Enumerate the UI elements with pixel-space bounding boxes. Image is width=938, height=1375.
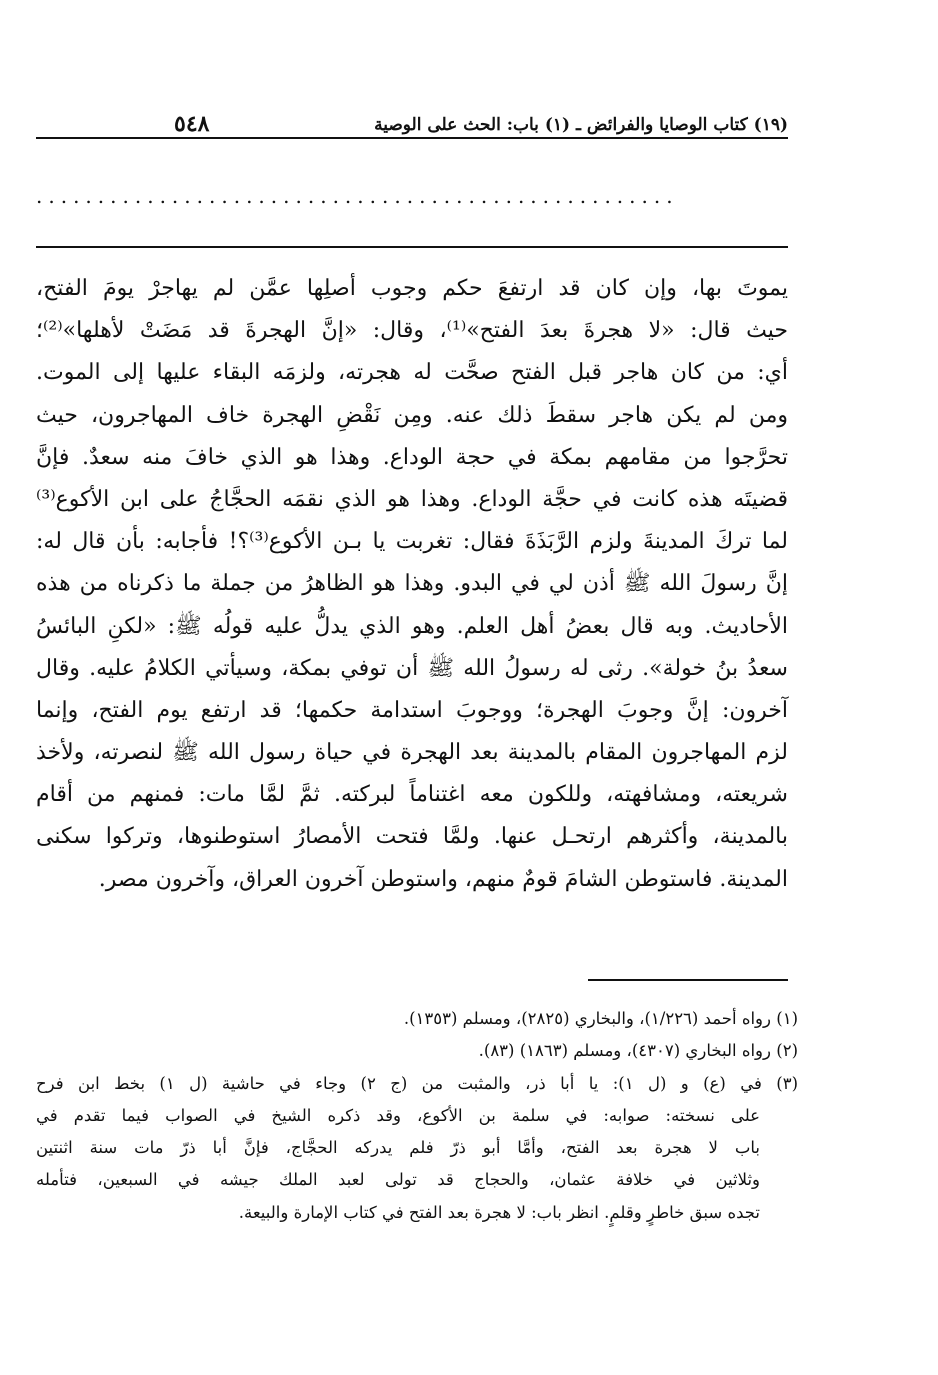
text-line: المدينة. فاستوطن الشامَ قومٌ منهم، واستوطن آخرون العراق، وآخرون مصر. bbox=[98, 866, 788, 892]
text-line: سعدُ بنُ خولة». رثى له رسولُ الله ﷺ أن توفي بمكة، وسيأتي الكلامُ عليه. وقال bbox=[36, 655, 788, 681]
footnote-3-continued: تجده سبق خاطرٍ وقلمٍ. انظر باب: لا هجرة بعد الفتح في كتاب الإمارة والبيعة. bbox=[238, 1202, 760, 1222]
text-line: آخرون: إنَّ وجوبَ الهجرة؛ ووجوبَ استدامة حكمها؛ قد ارتفع يوم الفتح، وإنما bbox=[36, 697, 788, 723]
text-line: إنَّ رسولَ الله ﷺ أذن لي في البدو. وهذا هو الظاهرُ من جملة ما ذكرناه من هذه bbox=[36, 571, 788, 597]
footnote-3: (٣) في (ع) و (ل ١): يا أبا ذر، والمثبت من (ج ٢) وجاء في حاشية (ل ١) بخط ابن فرح bbox=[36, 1073, 798, 1093]
omission-dots: .................................................... bbox=[36, 186, 679, 206]
footnote-separator bbox=[588, 979, 788, 981]
text-line: بالمدينة، وأكثرهم ارتحـل عنها. ولمَّا فتحت الأمصارُ استوطنوها، وتركوا سكنى bbox=[36, 824, 788, 850]
footnote-3-continued: على نسخته: صوابه: في سلمة بن الأكوع، وقد ذكره الشيخ في الصواب فيما تقدم في bbox=[36, 1105, 760, 1125]
text-line: الأحاديث. وبه قال بعضُ أهل العلم. وهو الذي يدلُّ عليه قولُه ﷺ: «لكنِ البائسُ bbox=[36, 613, 788, 639]
footnote-3-continued: باب لا هجرة بعد الفتح، وأمَّا أبو ذرّ فلم يدركه الحجَّاج، فإنَّ أبا ذرّ مات سنة اثنتين bbox=[36, 1138, 760, 1158]
text-line: حيث قال: «لا هجرةَ بعدَ الفتح»⁽¹⁾، وقال: «إنَّ الهجرةَ قد مَضَتْ لأهلها»⁽²⁾؛ bbox=[36, 318, 788, 344]
page-header bbox=[36, 98, 788, 138]
running-head: (١٩) كتاب الوصايا والفرائض ـ (١) باب: الحث على الوصية bbox=[374, 115, 788, 135]
footnotes bbox=[36, 1003, 798, 1229]
text-line: تحرَّجوا من مقامهم بمكة في حجة الوداع. وهذا هو الذي خافَ منه سعدٌ. فإنَّ bbox=[36, 444, 788, 470]
text-line: لزم المهاجرون المقام بالمدينة بعد الهجرة في حياة رسول الله ﷺ لنصرته، ولأخذ bbox=[36, 740, 788, 766]
text-line: أي: من كان هاجر قبل الفتح صحَّت له هجرته، ولزمَه البقاء عليها إلى الموت. bbox=[36, 360, 788, 386]
main-text bbox=[36, 268, 788, 901]
footnote-2: (٢) رواه البخاري (٤٣٠٧)، ومسلم (١٨٦٣) (٨٣). bbox=[478, 1041, 798, 1061]
footnote-3-continued: وثلاثين في خلافة عثمان، والحجاج قد تولى لعبد الملك جيشه في السبعين، فتأمله bbox=[36, 1170, 760, 1190]
text-line: يموتَ بها، وإن كان قد ارتفعَ حكم وجوب أصلِها عمَّن لم يهاجرْ يومَ الفتح، bbox=[36, 276, 788, 301]
header-rule bbox=[36, 137, 788, 139]
text-line: ومن لم يكن هاجر سقطَ ذلك عنه. ومِن نَقْضِ الهجرة خاف المهاجرون، حيث bbox=[36, 402, 788, 428]
section-divider bbox=[36, 246, 788, 248]
footnote-1: (١) رواه أحمد (١/٢٢٦)، والبخاري (٢٨٢٥)، ومسلم (١٣٥٣). bbox=[403, 1009, 798, 1028]
text-line: قضيتَه هذه كانت في حجَّة الوداع. وهذا هو الذي نقمَه الحجَّاجُ على ابن الأكوع⁽³⁾ bbox=[36, 486, 788, 512]
page-number: ٥٤٨ bbox=[174, 111, 210, 137]
text-line: شريعته، ومشافهته، وللكون معه اغتناماً لبركته. ثمَّ لمَّا مات: فمنهم من أقام bbox=[36, 782, 788, 808]
text-line: لما تركَ المدينةَ ولزم الرَّبَذَةَ فقال: تغربت يا بـن الأكوع⁽³⁾؟! فأجابه: بأن قال له: bbox=[36, 529, 788, 555]
